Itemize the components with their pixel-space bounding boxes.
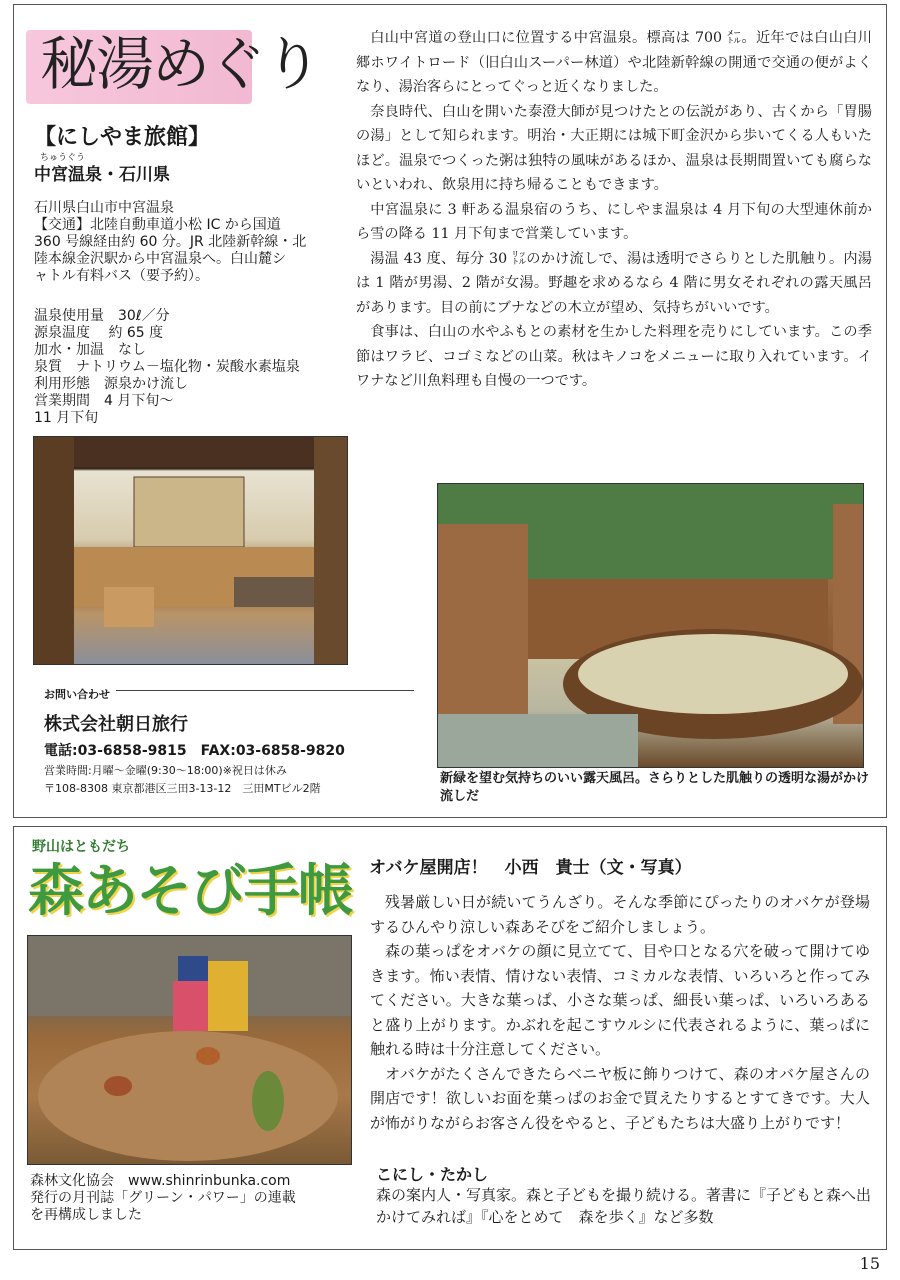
credit-line: 森林文化協会 www.shinrinbunka.com: [30, 1173, 291, 1189]
access-info: [34, 200, 344, 285]
info-line: 石川県白山市中宮温泉: [34, 200, 174, 216]
article-paragraph: 中宮温泉に 3 軒ある温泉宿のうち、にしやま温泉は 4 月下旬の大型連休前から雪の降る 11 月下旬まで営業しています。: [356, 201, 872, 242]
mori-credit: [30, 1173, 360, 1224]
contact-company: 株式会社朝日旅行: [44, 714, 188, 735]
location: 中宮温泉・石川県: [34, 165, 170, 185]
spec-line: 源泉温度 約 65 度: [34, 325, 164, 341]
mori-series-pre: 野山はともだち: [32, 839, 130, 855]
inn-name: 【にしやま旅館】: [34, 125, 211, 150]
contact-label: お問い合わせ: [44, 686, 116, 702]
bath-photo-caption: 新緑を望む気持ちのいい露天風呂。さらりとした肌触りの透明な湯がかけ流しだ: [440, 771, 870, 804]
spec-line: 利用形態 源泉かけ流し: [34, 376, 188, 392]
forest-illustration: [28, 936, 351, 1164]
lobby-photo: [33, 436, 348, 665]
leaf-mask-photo: [27, 935, 352, 1165]
mori-article-heading: オバケ屋開店！ 小西 貴士（文・写真）: [369, 858, 692, 878]
open-air-bath-photo: [437, 483, 864, 768]
article-paragraph: 食事は、白山の水やふもとの素材を生かした料理を売りにしています。この季節はワラビ、コゴミなどの山菜。秋はキノコをメニューに取り入れています。イワナなど川魚料理も自慢の一つです。: [356, 324, 872, 389]
onsen-header-title: 秘湯めぐり: [40, 30, 321, 98]
spec-line: 加水・加温 なし: [34, 342, 146, 358]
author-name: こにし・たかし: [376, 1165, 489, 1184]
article-paragraph: 森の葉っぱをオバケの顔に見立てて、目や口となる穴を破って開けてゆきます。怖い表情、情けない表情、コミカルな表情、いろいろと作ってみてください。大きな葉っぱ、小さな葉っぱ、細長い葉っぱ、いろいろあると盛り上がります。かぶれを起こすウルシに代表されるように、葉っぱに触れる時は十分注意してください。: [370, 942, 870, 1058]
contact-info: [44, 683, 414, 796]
article-paragraph: 残暑厳しい日が続いてうんざり。そんな季節にぴったりのオバケが登場するひんやり涼しい森あそびをご紹介しましょう。: [370, 893, 870, 936]
contact-hours: 営業時間:月曜～金曜(9:30～18:00)※祝日は休み: [44, 764, 287, 777]
onsen-article: [356, 26, 872, 394]
credit-line: 発行の月刊誌「グリーン・パワー」の連載: [30, 1190, 296, 1206]
author-bio: 森の案内人・写真家。森と子どもを撮り続ける。著書に『子どもと森へ出かけてみれば』『心をとめて 森を歩く』など多数: [376, 1186, 872, 1226]
article-paragraph: 湯温 43 度、毎分 30 ㍑のかけ流しで、湯は透明でさらりとした肌触り。内湯は 1 階が男湯、2 階が女湯。野趣を求めるなら 4 階に男女それぞれの露天風呂があります。目の前にブナなどの木立が望め、気持ちがいいです。: [356, 250, 872, 316]
spec-line: 11 月下旬: [34, 410, 99, 426]
info-line: ャトル有料バス（要予約）。: [34, 268, 209, 284]
credit-line: を再構成しました: [30, 1207, 142, 1223]
page-number: 15: [859, 1254, 880, 1273]
bath-illustration: [438, 484, 863, 767]
location-ruby: ちゅうぐう: [40, 153, 86, 163]
article-paragraph: 奈良時代、白山を開いた泰澄大師が見つけたとの伝説があり、古くから「胃腸の湯」として知られます。明治・大正期には城下町金沢から歩いてくる人もいたほど。温泉でつくった粥は独特の風味があるほか、温泉は長期間置いても腐らないといわれ、飲泉用に持ち帰ることもできます。: [356, 103, 872, 193]
mori-series-title: 森あそび手帳: [28, 859, 352, 924]
mori-article: [370, 890, 870, 1135]
article-paragraph: オバケがたくさんできたらベニヤ板に飾りつけて、森のオバケ屋さんの開店です！欲しいお面を葉っぱのお金で買えたりするとすてきです。大人が怖がりながらお客さん役をやると、子どもたちは大盛り上がりです！: [370, 1064, 870, 1132]
article-paragraph: 白山中宮道の登山口に位置する中宮温泉。標高は 700 ㍍。近年では白山白川郷ホワイトロード（旧白山スーパー林道）や北陸新幹線の開通で交通の便がよくなり、湯治客らにとってぐっと近くなりました。: [356, 30, 872, 95]
spec-line: 営業期間 4 月下旬～: [34, 393, 174, 409]
contact-phone: 電話:03-6858-9815 FAX:03-6858-9820: [44, 743, 345, 759]
spec-line: 温泉使用量 30ℓ／分: [34, 308, 170, 324]
info-line: 360 号線経由約 60 分。JR 北陸新幹線・北: [34, 234, 307, 250]
info-line: 【交通】北陸自動車道小松 IC から国道: [34, 217, 281, 233]
info-line: 陸本線金沢駅から中宮温泉へ。白山麓シ: [34, 251, 286, 267]
spec-line: 泉質 ナトリウム－塩化物・炭酸水素塩泉: [34, 359, 300, 375]
contact-address: 〒108-8308 東京都港区三田3-13-12 三田MTビル2階: [44, 782, 321, 795]
spring-spec: [34, 308, 344, 427]
lobby-illustration: [34, 437, 347, 664]
